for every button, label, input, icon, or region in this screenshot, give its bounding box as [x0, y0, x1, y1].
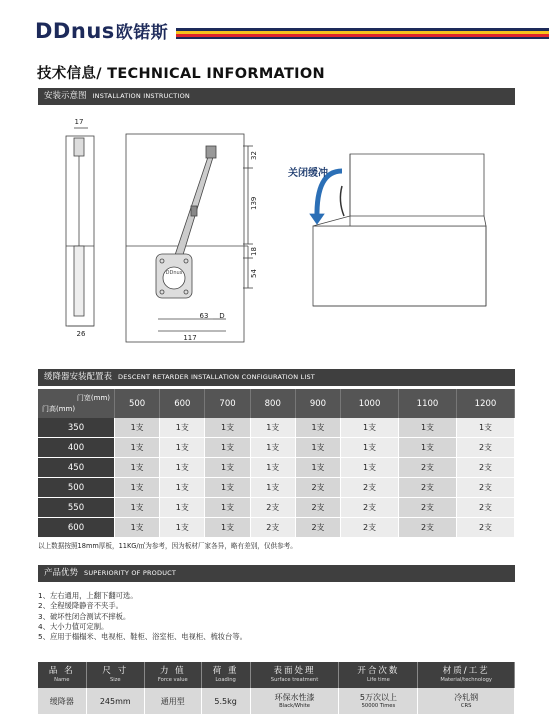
table-cell: 2支: [250, 498, 295, 518]
spec-cell: 5.5kg: [201, 688, 250, 714]
table-cell: 1支: [456, 418, 514, 438]
table-cell: 2支: [456, 478, 514, 498]
col-header: 1000: [341, 389, 399, 418]
table-row: [38, 478, 515, 498]
install-section-cn: 安装示意图: [44, 91, 87, 101]
dim-d: D: [219, 312, 225, 320]
spec-table: [38, 662, 515, 714]
col-header: 900: [295, 389, 340, 418]
table-cell: 1支: [250, 438, 295, 458]
table-cell: 2支: [341, 518, 399, 538]
bracket-badge: DDnus: [165, 270, 183, 276]
config-table: [38, 389, 515, 538]
dim-63: 63: [199, 312, 209, 320]
table-cell: 1支: [115, 518, 160, 538]
brand-logo: [35, 18, 168, 43]
row-header: 500: [38, 478, 115, 498]
table-cell: 1支: [115, 458, 160, 478]
table-cell: 1支: [205, 478, 250, 498]
advantage-list: [38, 591, 247, 642]
table-cell: 1支: [115, 498, 160, 518]
col-header: 700: [205, 389, 250, 418]
table-cell: 1支: [115, 438, 160, 458]
table-row: [38, 498, 515, 518]
table-cell: 1支: [160, 498, 205, 518]
col-header: 1200: [456, 389, 514, 418]
table-cell: 2支: [399, 518, 457, 538]
table-cell: 2支: [456, 498, 514, 518]
list-item: 2、全程缓降静音不夹手。: [38, 601, 123, 611]
config-header-row: [38, 389, 515, 418]
header-stripe-navy-2: [176, 37, 549, 39]
spec-cell: 缓降器: [38, 688, 86, 714]
table-row: [38, 518, 515, 538]
spec-header: 品 名 Name: [38, 662, 86, 688]
dim-26: 26: [76, 330, 86, 338]
table-cell: 1支: [295, 458, 340, 478]
logo-text: DDnus: [35, 19, 115, 43]
table-cell: 1支: [205, 438, 250, 458]
table-cell: 1支: [250, 478, 295, 498]
advantage-section-en: SUPERIORITY OF PRODUCT: [84, 569, 177, 577]
row-header: 550: [38, 498, 115, 518]
spec-header: 力 值 Force value: [145, 662, 202, 688]
row-header: 600: [38, 518, 115, 538]
spec-value-row: [38, 688, 515, 714]
config-note: 以上数据按照18mm厚板，11KG/㎡为参考，因为板材厂家各异，略有差别，仅供参考。: [38, 542, 297, 550]
dim-54: 54: [250, 269, 258, 278]
logo-cn: 欧锘斯: [115, 23, 169, 43]
table-cell: 1支: [250, 418, 295, 438]
spec-header: 材质/工艺 Material/technology: [418, 662, 515, 688]
page-title: 技术信息/ TECHNICAL INFORMATION: [37, 66, 325, 82]
corner-height-label: 门高(mm): [42, 405, 76, 413]
table-cell: 1支: [160, 458, 205, 478]
install-section-en: INSTALLATION INSTRUCTION: [92, 92, 190, 100]
list-item: 3、破坏性闭合测试不摔板。: [38, 611, 131, 621]
table-cell: 1支: [399, 418, 457, 438]
table-cell: 2支: [456, 458, 514, 478]
dim-32: 32: [250, 151, 258, 160]
row-header: 400: [38, 438, 115, 458]
config-corner: [38, 389, 115, 418]
table-cell: 1支: [115, 478, 160, 498]
table-cell: 1支: [341, 458, 399, 478]
table-cell: 2支: [399, 478, 457, 498]
table-cell: 2支: [295, 478, 340, 498]
list-item: 4、大小力值可定制。: [38, 621, 109, 631]
installation-figure: [38, 106, 515, 366]
table-cell: 1支: [160, 518, 205, 538]
spec-header: 开合次数 Life time: [339, 662, 418, 688]
list-item: 5、应用于榻榻米、电视柜、鞋柜、浴室柜、电视柜、梳妆台等。: [38, 632, 247, 642]
table-cell: 1支: [205, 498, 250, 518]
table-cell: 1支: [341, 438, 399, 458]
config-section-bar: [38, 369, 515, 386]
config-section-cn: 缓降器安装配置表: [44, 372, 113, 382]
spec-cell: 245mm: [86, 688, 144, 714]
spec-cell: 5万次以上 50000 Times: [339, 688, 418, 714]
soft-close-callout: 关闭缓冲: [288, 168, 328, 179]
spec-cell: 通用型: [145, 688, 202, 714]
installation-diagram: [38, 106, 515, 366]
table-cell: 1支: [399, 438, 457, 458]
config-section-en: DESCENT RETARDER INSTALLATION CONFIGURATION LIST: [118, 373, 315, 381]
table-cell: 1支: [341, 418, 399, 438]
table-cell: 1支: [205, 518, 250, 538]
table-cell: 2支: [295, 518, 340, 538]
table-cell: 2支: [456, 438, 514, 458]
table-cell: 2支: [399, 458, 457, 478]
row-header: 450: [38, 458, 115, 478]
table-cell: 2支: [341, 478, 399, 498]
advantage-section-cn: 产品优势: [44, 568, 79, 578]
dim-139: 139: [250, 196, 258, 210]
table-cell: 2支: [295, 498, 340, 518]
table-row: [38, 438, 515, 458]
table-cell: 1支: [160, 478, 205, 498]
table-row: [38, 418, 515, 438]
col-header: 500: [115, 389, 160, 418]
table-cell: 1支: [160, 418, 205, 438]
table-cell: 2支: [341, 498, 399, 518]
table-cell: 1支: [205, 418, 250, 438]
spec-header: 表面处理 Surface treatment: [250, 662, 339, 688]
table-row: [38, 458, 515, 478]
table-cell: 1支: [295, 418, 340, 438]
table-cell: 1支: [205, 458, 250, 478]
spec-cell: 环保水性漆 Black/White: [250, 688, 339, 714]
col-header: 1100: [399, 389, 457, 418]
col-header: 600: [160, 389, 205, 418]
spec-header-row: [38, 662, 515, 688]
corner-width-label: 门宽(mm): [76, 394, 110, 402]
spec-header: 尺 寸 Size: [86, 662, 144, 688]
table-cell: 1支: [295, 438, 340, 458]
list-item: 1、左右通用，上翻下翻可选。: [38, 591, 138, 600]
row-header: 350: [38, 418, 115, 438]
table-cell: 2支: [250, 518, 295, 538]
table-cell: 2支: [456, 518, 514, 538]
dim-18: 18: [250, 247, 258, 256]
table-cell: 1支: [160, 438, 205, 458]
col-header: 800: [250, 389, 295, 418]
install-section-bar: [38, 88, 515, 105]
spec-cell: 冷轧钢 CRS: [418, 688, 515, 714]
advantage-section-bar: [38, 565, 515, 582]
spec-header: 荷 重 Loading: [201, 662, 250, 688]
dim-17: 17: [74, 118, 84, 126]
table-cell: 2支: [399, 498, 457, 518]
dim-117: 117: [183, 334, 197, 342]
table-cell: 1支: [115, 418, 160, 438]
table-cell: 1支: [250, 458, 295, 478]
